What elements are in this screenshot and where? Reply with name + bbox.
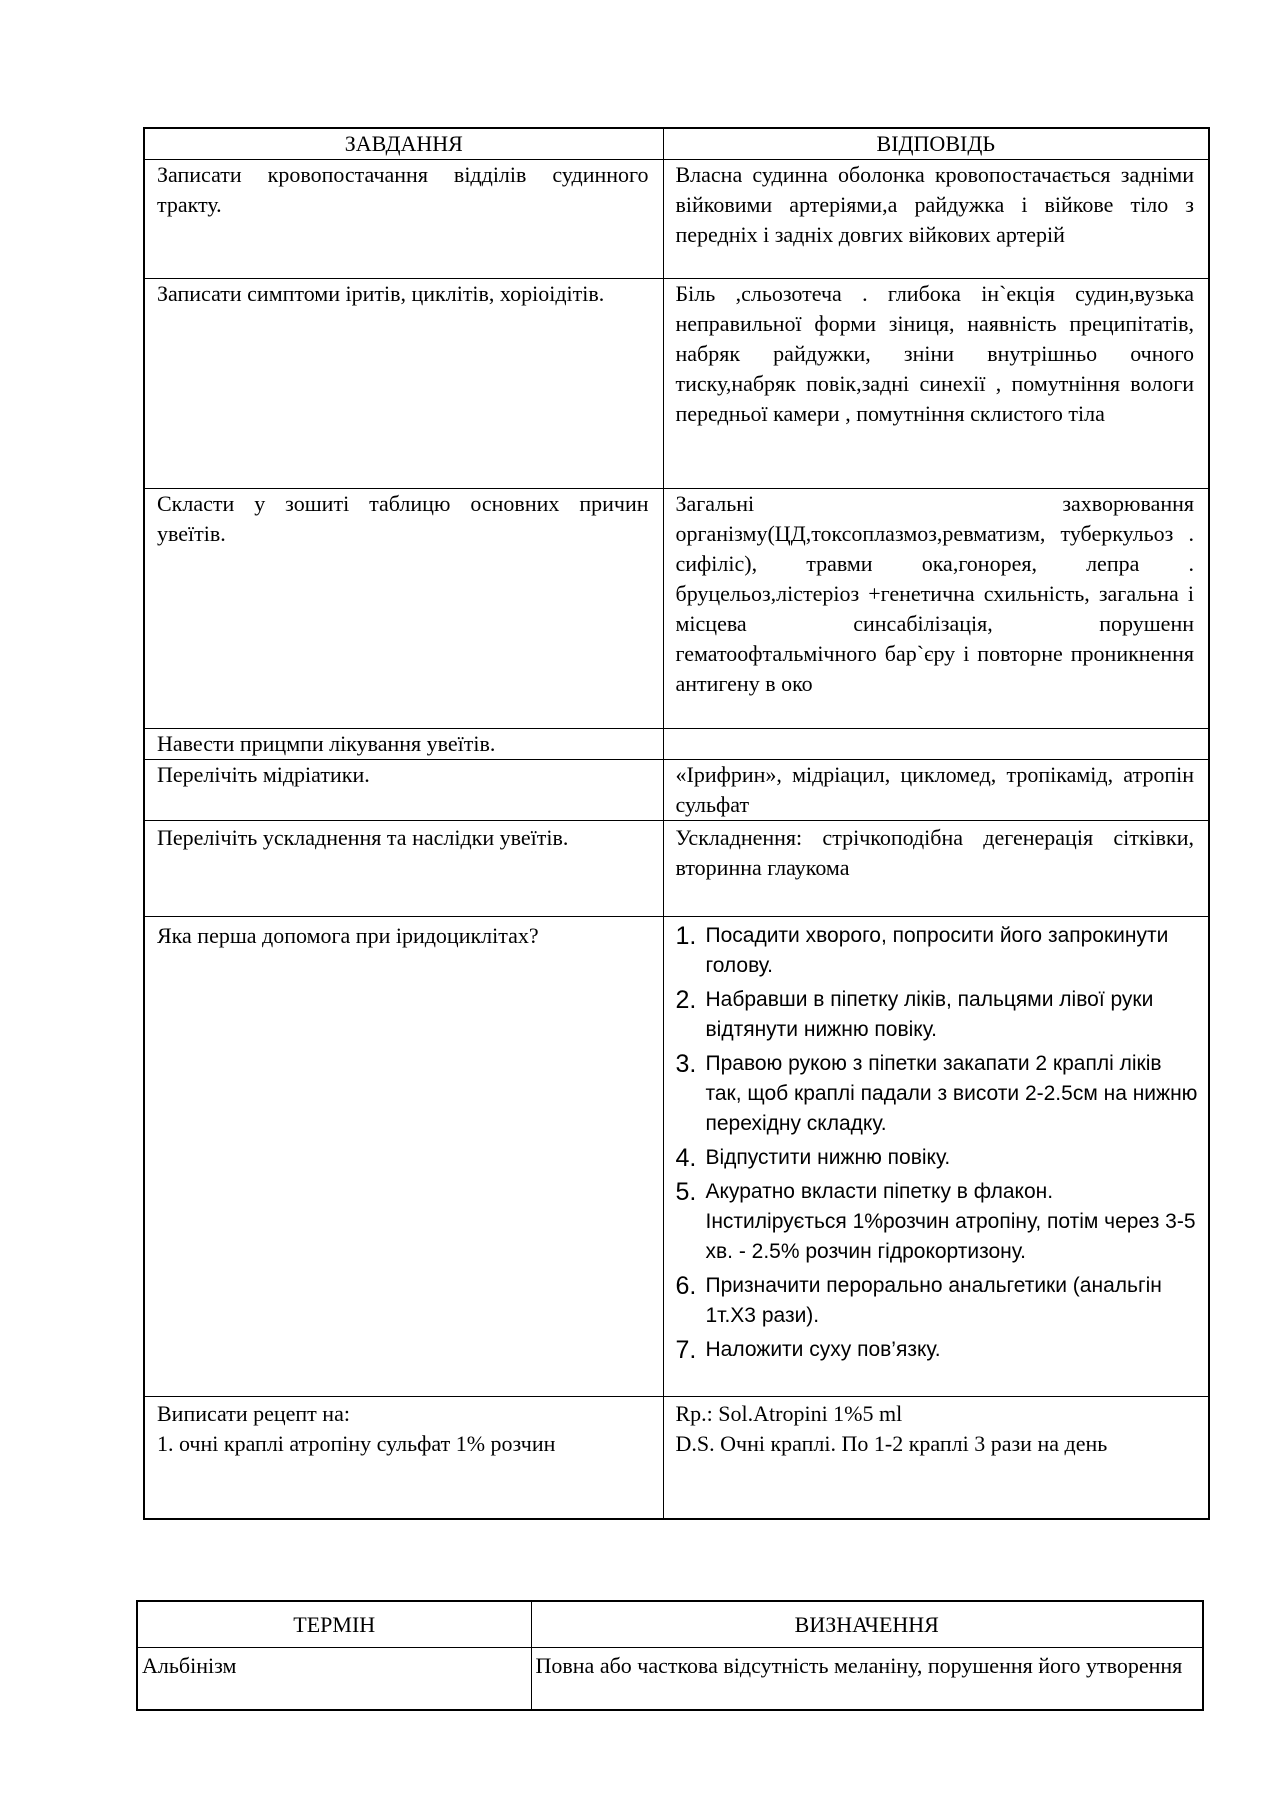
- header-term: ТЕРМІН: [137, 1601, 531, 1648]
- list-item: Набравши в піпетку ліків, пальцями лівої руки відтянути нижню повіку.: [705, 988, 1154, 1041]
- answer-cell: Ускладнення: стрічкоподібна дегенерація сітківки, вторинна глаукома: [663, 821, 1209, 917]
- header-row: [144, 128, 1209, 160]
- prescription-line: Rp.: Sol.Atropini 1%5 ml: [675, 1401, 903, 1426]
- task-cell: [144, 1397, 663, 1519]
- header-row: [137, 1601, 1203, 1648]
- header-task: ЗАВДАННЯ: [144, 128, 663, 160]
- table-row: [144, 760, 1209, 821]
- answer-cell: [663, 729, 1209, 760]
- answer-cell: [663, 1397, 1209, 1519]
- task-cell: Навести прицмпи лікування увеїтів.: [144, 729, 663, 760]
- term-cell: Альбінізм: [137, 1648, 531, 1710]
- header-definition: ВИЗНАЧЕННЯ: [531, 1601, 1203, 1648]
- table-row: [144, 279, 1209, 489]
- answer-cell: Загальні захворювання організму(ЦД,токсоплазмоз,ревматизм, туберкульоз . сифіліс), травми ока,гонорея, лепра . бруцельоз,лістеріоз +генетична схильність, загальна і місцева синсабілізація, порушенн гематоофтальмічного бар`єру і повторне проникнення антигену в око: [663, 489, 1209, 729]
- tasks-table: [143, 127, 1210, 1520]
- table-row: [144, 1397, 1209, 1519]
- task-cell: Перелічіть ускладнення та наслідки увеїтів.: [144, 821, 663, 917]
- definition-cell: Повна або часткова відсутність меланіну, порушення його утворення: [531, 1648, 1203, 1710]
- table-row: [144, 489, 1209, 729]
- answer-cell: «Ірифрин», мідріацил, цикломед, тропікамід, атропін сульфат: [663, 760, 1209, 821]
- task-cell: Скласти у зошиті таблицю основних причин увеїтів.: [144, 489, 663, 729]
- list-item: Призначити перорально анальгетики (анальгін 1т.Х3 рази).: [705, 1274, 1162, 1327]
- header-answer: ВІДПОВІДЬ: [663, 128, 1209, 160]
- task-cell: Перелічіть мідріатики.: [144, 760, 663, 821]
- list-item: Акуратно вкласти піпетку в флакон. Інстилірується 1%розчин атропіну, потім через 3-5 хв. - 2.5% розчин гідрокортизону.: [705, 1180, 1196, 1263]
- table-row: [144, 821, 1209, 917]
- task-cell: Записати симптоми іритів, циклітів, хоріоідітів.: [144, 279, 663, 489]
- prescription-task-line: Виписати рецепт на:: [157, 1401, 350, 1426]
- list-item: Правою рукою з піпетки закапати 2 краплі ліків так, щоб краплі падали з висоти 2-2.5см на нижню перехідну складку.: [705, 1052, 1198, 1135]
- table-row: [137, 1648, 1203, 1710]
- task-cell: Записати кровопостачання відділів судинного тракту.: [144, 160, 663, 279]
- list-item: Відпустити нижню повіку.: [705, 1146, 951, 1169]
- table-row: [144, 729, 1209, 760]
- first-aid-steps: [676, 921, 1201, 1365]
- table-row: [144, 917, 1209, 1397]
- list-item: Наложити суху пов’язку.: [705, 1338, 941, 1361]
- task-cell: Яка перша допомога при іридоциклітах?: [144, 917, 663, 1397]
- prescription-task-line: 1. очні краплі атропіну сульфат 1% розчин: [157, 1431, 556, 1456]
- prescription-line: D.S. Очні краплі. По 1-2 краплі 3 рази на день: [675, 1431, 1108, 1456]
- list-item: Посадити хворого, попросити його запрокинути голову.: [705, 924, 1169, 977]
- answer-cell: Біль ,сльозотеча . глибока ін`екція судин,вузька неправильної форми зіниця, наявність преципітатів, набряк райдужки, зніни внутрішньо очного тиску,набряк повік,задні синехії , помутніння вологи передньої камери , помутніння склистого тіла: [663, 279, 1209, 489]
- table-row: [144, 160, 1209, 279]
- answer-cell: Власна судинна оболонка кровопостачається задніми війковими артеріями,а райдужка і війкове тіло з передніх і задніх довгих війкових артерій: [663, 160, 1209, 279]
- terms-table: [136, 1600, 1204, 1711]
- answer-cell: [663, 917, 1209, 1397]
